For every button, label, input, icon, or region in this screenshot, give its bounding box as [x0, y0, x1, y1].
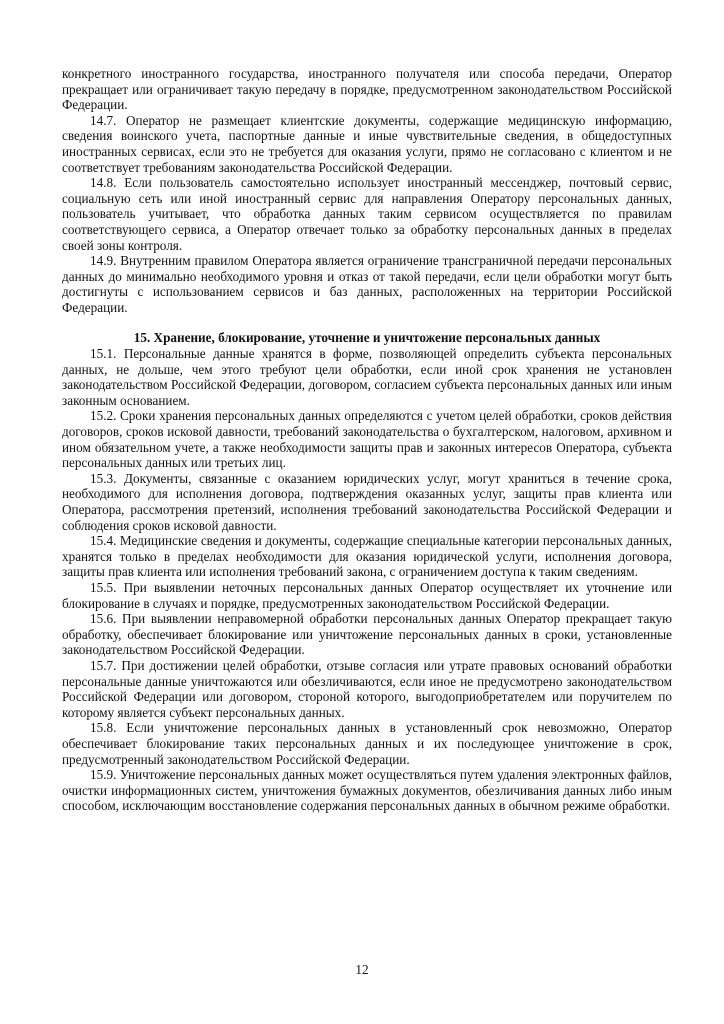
continued-paragraph: конкретного иностранного государства, иностранного получателя или способа передачи, Оператор прекращает или ограничивает такую передачу в порядке, предусмотренном законодательством Российской Федерации.: [62, 66, 672, 113]
paragraph-15-9: 15.9. Уничтожение персональных данных может осуществляться путем удаления электронных файлов, очистки информационных систем, уничтожения бумажных документов, обезличивания данных либо иным способом, исключающим восстановление содержания персональных данных в обычном режиме обработки.: [62, 767, 672, 814]
page-number: 12: [355, 962, 369, 977]
paragraph-15-5: 15.5. При выявлении неточных персональных данных Оператор осуществляет их уточнение или блокирование в случаях и порядке, предусмотренных законодательством Российской Федерации.: [62, 580, 672, 611]
paragraph-14-8: 14.8. Если пользователь самостоятельно использует иностранный мессенджер, почтовый сервис, социальную сеть или иной иностранный сервис для направления Оператору персональных данных, пользователь учитывает, что обработка данных таким сервисом осуществляется по правилам соответствующего сервиса, а Оператор отвечает только за обработку персональных данных в пределах своей зоны контроля.: [62, 175, 672, 253]
paragraph-14-7: 14.7. Оператор не размещает клиентские документы, содержащие медицинскую информацию, сведения воинского учета, паспортные данные и иные чувствительные сведения, в общедоступных иностранных сервисах, если это не требуется для оказания услуги, прямо не согласовано с клиентом и не соответствует требованиям законодательства Российской Федерации.: [62, 112, 672, 175]
paragraph-14-9: 14.9. Внутренним правилом Оператора является ограничение трансграничной передачи персональных данных до минимально необходимого уровня и отказ от такой передачи, если цели обработки могут быть достигнуты с использованием сервисов и баз данных, расположенных на территории Российской Федерации.: [62, 253, 672, 315]
section-15-heading: 15. Хранение, блокирование, уточнение и уничтожение персональных данных: [133, 329, 601, 345]
paragraph-15-4: 15.4. Медицинские сведения и документы, содержащие специальные категории персональных данных, хранятся только в пределах необходимости для оказания юридической услуги, исполнения договора, защиты прав клиента или исполнения требований закона, с ограничением доступа к таким сведениям.: [62, 533, 672, 580]
paragraph-15-8: 15.8. Если уничтожение персональных данных в установленный срок невозможно, Оператор обеспечивает блокирование таких персональных данных и их последующее уничтожение в срок, предусмотренный законодательством Российской Федерации.: [62, 720, 672, 767]
paragraph-15-2: 15.2. Сроки хранения персональных данных определяются с учетом целей обработки, сроков действия договоров, сроков исковой давности, требований законодательства о бухгалтерском, налоговом, архивном и ином обязательном учете, а также необходимости защиты прав и законных интересов Оператора, субъекта персональных данных или третьих лиц.: [62, 408, 672, 471]
paragraph-15-3: 15.3. Документы, связанные с оказанием юридических услуг, могут храниться в течение срока, необходимого для исполнения договора, подтверждения оказанных услуг, защиты прав клиента или Оператора, рассмотрения претензий, исполнения требований законодательства Российской Федерации и соблюдения сроков исковой давности.: [62, 470, 672, 533]
paragraph-15-1: 15.1. Персональные данные хранятся в форме, позволяющей определить субъекта персональных данных, не дольше, чем этого требуют цели обработки, если иной срок хранения не установлен законодательством Российской Федерации, договором, согласием субъекта персональных данных или иным законным основанием.: [62, 346, 672, 408]
paragraph-15-6: 15.6. При выявлении неправомерной обработки персональных данных Оператор прекращает такую обработку, обеспечивает блокирование или уничтожение персональных данных в сроки, установленные законодательством Российской Федерации.: [62, 611, 672, 658]
page-content: [62, 66, 672, 814]
paragraph-15-7: 15.7. При достижении целей обработки, отзыве согласия или утрате правовых оснований обработки персональные данные уничтожаются или обезличиваются, если иное не предусмотрено законодательством Российской Федерации или договором, стороной которого, выгодоприобретателем или поручителем по которому является субъект персональных данных.: [62, 657, 672, 720]
